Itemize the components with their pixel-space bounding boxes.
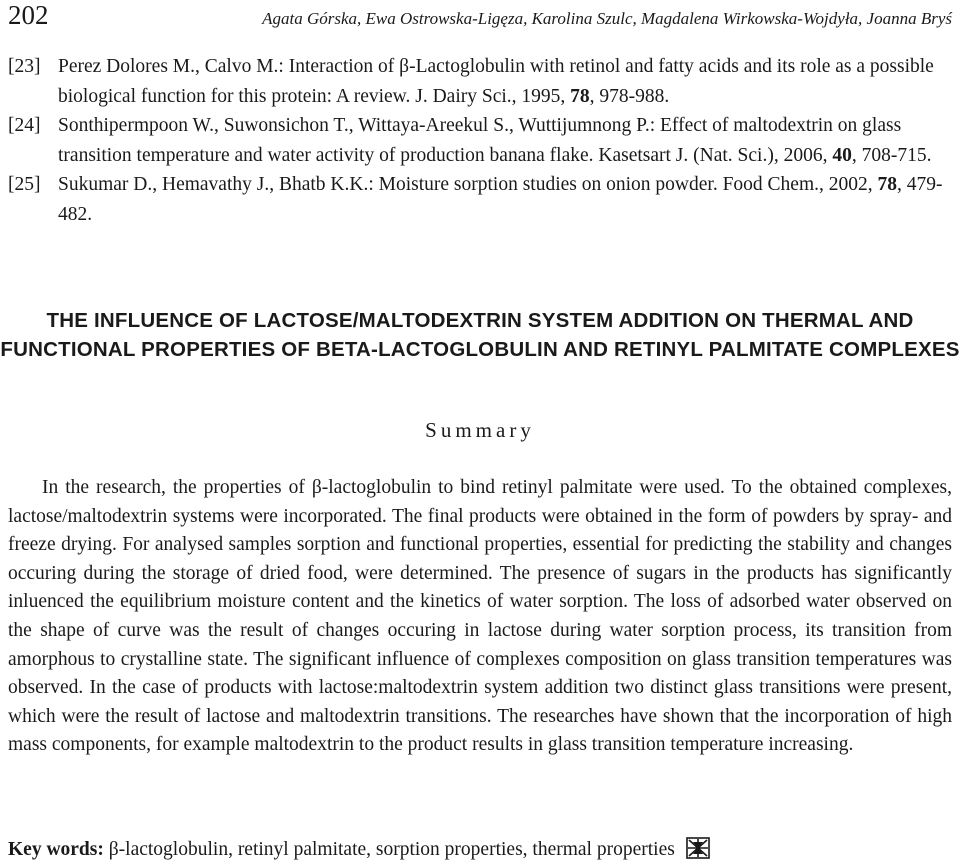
reference-citation: Sukumar D., Hemavathy J., Bhatb K.K.: Moisture sorption studies on onion powder. Food Chem., 2002, xyxy=(58,174,878,195)
reference-text xyxy=(58,111,952,170)
running-authors: Agata Górska, Ewa Ostrowska-Ligęza, Karolina Szulc, Magdalena Wirkowska-Wojdyła, Joanna Bryś xyxy=(262,9,952,28)
summary-heading: Summary xyxy=(425,418,535,442)
reference-list xyxy=(8,52,952,229)
keywords-label: Key words: xyxy=(8,839,104,860)
reference-pages: , 708-715. xyxy=(851,144,932,166)
reference-citation: Perez Dolores M., Calvo M.: Interaction of β-Lactoglobulin with retinol and fatty acids and its role as a possible biological function for this protein: A review. J. Dairy Sci., 1995, xyxy=(58,56,934,107)
page-header xyxy=(8,0,952,34)
reference-item xyxy=(8,170,952,229)
reference-pages: , 479-482. xyxy=(58,174,943,225)
reference-number: [24] xyxy=(8,115,41,136)
keywords-line xyxy=(8,836,952,864)
reference-volume: 78 xyxy=(570,85,590,107)
reference-volume: 78 xyxy=(877,174,897,195)
keywords-text: β-lactoglobulin, retinyl palmitate, sorption properties, thermal properties xyxy=(108,839,675,860)
reference-text xyxy=(58,52,952,111)
abstract-text: In the research, the properties of β-lactoglobulin to bind retinyl palmitate were used. To the obtained complexes, lactose/maltodextrin systems were incorporated. The final products were obtained in the form of powders by spray- and freeze drying. For analysed samples sorption and functional properties, essential for predicting the stability and changes occuring during the storage of dried food, were determined. The presence of sugars in the products has significantly inluenced the equilibrium moisture content and the kinetics of water sorption. The loss of adsorbed water observed on the shape of curve was the result of changes occuring in lactose during water sorption process, its transition from amorphous to crystalline state. The significant influence of complexes composition on glass transition temperatures was observed. In the case of products with lactose:maltodextrin system addition two distinct glass transitions were present, which were the result of lactose and maltodextrin transitions. The researches have shown that the incorporation of high mass components, for example maltodextrin to the product results in glass transition temperature increasing. xyxy=(8,477,952,756)
reference-citation: Sonthipermpoon W., Suwonsichon T., Wittaya-Areekul S., Wuttijumnong P.: Effect of maltodextrin on glass transition temperature and water activity of production banana flake. Kasetsart J. (Nat. Sci.), 2006, xyxy=(58,115,902,166)
reference-number: [23] xyxy=(8,56,41,77)
reference-number: [25] xyxy=(8,174,41,195)
end-mark-icon xyxy=(686,837,710,859)
reference-item xyxy=(8,111,952,170)
article-title: THE INFLUENCE OF LACTOSE/MALTODEXTRIN SYSTEM ADDITION ON THERMAL AND FUNCTIONAL PROPERTIES OF BETA-LACTOGLOBULIN AND RETINYL PALMITATE COMPLEXES xyxy=(0,309,960,361)
page-number: 202 xyxy=(8,0,49,30)
reference-pages: , 978-988. xyxy=(589,85,670,107)
reference-item xyxy=(8,52,952,111)
reference-text xyxy=(58,170,952,229)
reference-volume: 40 xyxy=(832,144,852,166)
